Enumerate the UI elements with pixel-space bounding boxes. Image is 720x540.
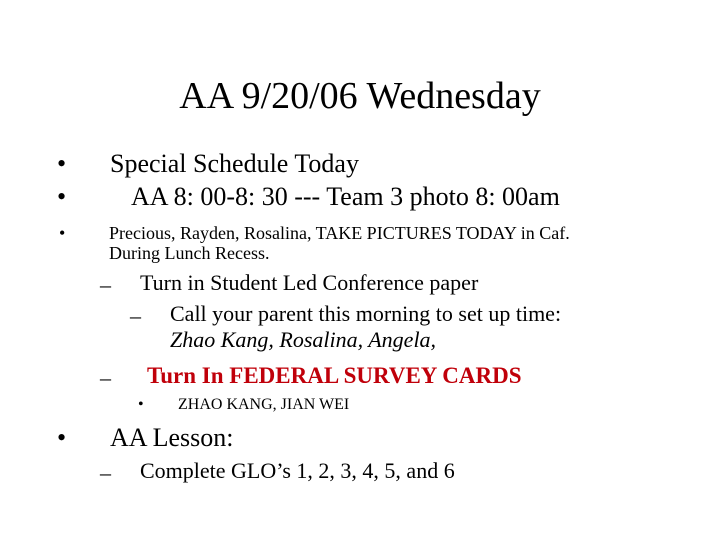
call-names-text: Zhao Kang, Rosalina, Angela, <box>170 327 437 352</box>
dash-glyph: – <box>130 303 141 328</box>
dash-glyph: – <box>100 460 111 485</box>
bullet-glyph: • <box>138 396 144 413</box>
federal-survey-text: Turn In FEDERAL SURVEY CARDS <box>147 363 522 388</box>
bullet-glyph: • <box>59 223 66 243</box>
pictures-text-line1: Precious, Rayden, Rosalina, TAKE PICTURES TODAY in Caf. <box>109 223 570 243</box>
bullet-glyph: • <box>57 182 67 211</box>
slide-title: AA 9/20/06 Wednesday <box>179 75 541 117</box>
bullet-glyph: • <box>57 423 67 452</box>
lesson-text: AA Lesson: <box>110 423 234 452</box>
aa-schedule-text: AA 8: 00-8: 30 --- Team 3 photo 8: 00am <box>131 182 560 211</box>
federal-names-text: ZHAO KANG, JIAN WEI <box>178 396 350 413</box>
conference-text: Turn in Student Led Conference paper <box>140 270 479 295</box>
dash-glyph: – <box>100 272 111 297</box>
bullet-glyph: • <box>57 149 67 178</box>
pictures-text-line2: During Lunch Recess. <box>109 243 270 263</box>
glo-text: Complete GLO’s 1, 2, 3, 4, 5, and 6 <box>140 458 455 483</box>
dash-glyph: – <box>100 365 111 390</box>
special-schedule-text: Special Schedule Today <box>110 149 359 178</box>
call-parent-text: Call your parent this morning to set up time: <box>170 301 562 326</box>
